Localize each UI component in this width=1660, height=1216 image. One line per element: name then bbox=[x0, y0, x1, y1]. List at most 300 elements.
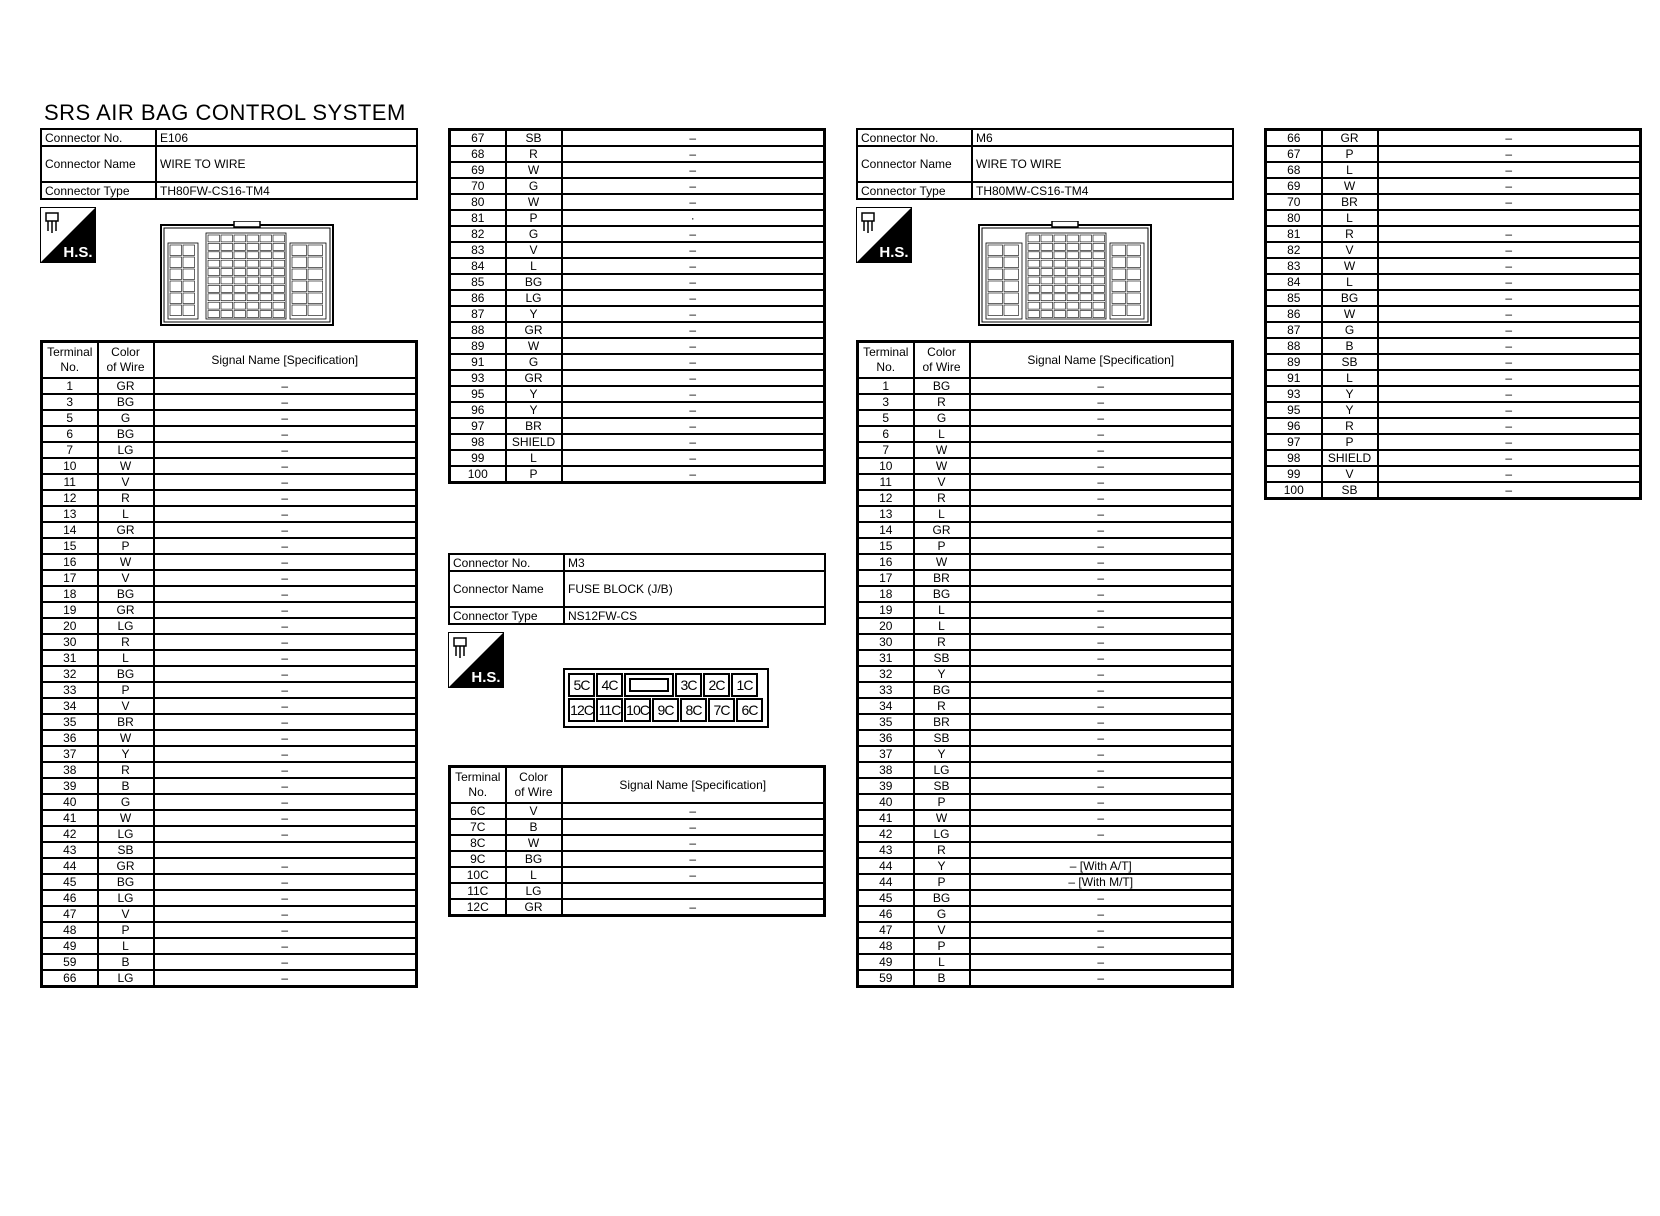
connector-face-e106 bbox=[160, 221, 334, 327]
table-row bbox=[1266, 386, 1641, 402]
signal-cell: – bbox=[154, 938, 417, 954]
terminal-cell: 33 bbox=[42, 682, 98, 698]
terminal-pin bbox=[1127, 293, 1141, 304]
terminal-pin bbox=[308, 293, 323, 304]
color-cell: SHIELD bbox=[1322, 450, 1378, 466]
terminal-cell: 46 bbox=[42, 890, 98, 906]
color-cell: W bbox=[1322, 178, 1378, 194]
cavity: 1C bbox=[731, 673, 758, 697]
table-row bbox=[42, 618, 417, 634]
signal-cell: – bbox=[154, 586, 417, 602]
table-row bbox=[450, 178, 825, 194]
terminal-cell: 5 bbox=[42, 410, 98, 426]
color-cell: L bbox=[1322, 274, 1378, 290]
terminal-pin bbox=[1004, 293, 1019, 304]
color-cell: V bbox=[98, 906, 154, 922]
hs-label: H.S. bbox=[879, 244, 909, 261]
signal-cell: – bbox=[562, 146, 825, 162]
terminal-cell: 14 bbox=[42, 522, 98, 538]
color-cell: W bbox=[914, 442, 970, 458]
color-cell: V bbox=[98, 474, 154, 490]
table-row bbox=[42, 906, 417, 922]
terminal-pin bbox=[308, 257, 323, 268]
table-row bbox=[858, 586, 1233, 602]
terminal-pin bbox=[1054, 285, 1066, 292]
color-cell: BR bbox=[506, 418, 562, 434]
terminal-cell: 31 bbox=[42, 650, 98, 666]
table-row bbox=[42, 858, 417, 874]
table-row bbox=[450, 835, 825, 851]
table-row bbox=[1266, 162, 1641, 178]
table-row bbox=[858, 746, 1233, 762]
terminal-pin bbox=[308, 269, 323, 280]
cavity: 8C bbox=[680, 698, 707, 722]
terminal-cell: 5 bbox=[858, 410, 914, 426]
signal-cell: – bbox=[970, 682, 1233, 698]
signal-cell: – bbox=[970, 730, 1233, 746]
color-cell: BG bbox=[914, 378, 970, 394]
color-cell: R bbox=[98, 634, 154, 650]
color-cell: SHIELD bbox=[506, 434, 562, 450]
color-cell: L bbox=[914, 506, 970, 522]
connector-type-value: TH80FW-CS16-TM4 bbox=[156, 182, 417, 199]
color-cell: P bbox=[98, 538, 154, 554]
table-row bbox=[450, 210, 825, 226]
terminal-cell: 93 bbox=[450, 370, 506, 386]
terminal-pin bbox=[1080, 260, 1092, 267]
table-row bbox=[1266, 258, 1641, 274]
terminal-cell: 99 bbox=[1266, 466, 1322, 482]
signal-cell: – bbox=[154, 714, 417, 730]
terminal-pin bbox=[1054, 243, 1066, 250]
signal-cell: · bbox=[562, 210, 825, 226]
table-row bbox=[42, 714, 417, 730]
table-row bbox=[858, 730, 1233, 746]
table-row bbox=[858, 778, 1233, 794]
terminal-cell: 39 bbox=[858, 778, 914, 794]
table-row bbox=[42, 970, 417, 987]
signal-cell: – bbox=[154, 538, 417, 554]
connector-face-m6 bbox=[978, 221, 1152, 327]
terminal-pin bbox=[170, 269, 182, 280]
table-row bbox=[858, 666, 1233, 682]
label-connector-no: Connector No. bbox=[449, 554, 564, 571]
terminal-cell: 96 bbox=[1266, 418, 1322, 434]
terminal-cell: 13 bbox=[42, 506, 98, 522]
terminal-pin bbox=[1067, 243, 1079, 250]
terminal-cell: 59 bbox=[42, 954, 98, 970]
terminal-pin bbox=[234, 277, 246, 284]
terminal-cell: 20 bbox=[858, 618, 914, 634]
signal-cell: – bbox=[154, 570, 417, 586]
signal-cell: – bbox=[154, 778, 417, 794]
color-cell: R bbox=[914, 490, 970, 506]
terminal-pin bbox=[988, 293, 1003, 304]
color-cell: G bbox=[98, 410, 154, 426]
color-cell: W bbox=[98, 554, 154, 570]
terminal-cell: 18 bbox=[858, 586, 914, 602]
signal-cell: – bbox=[154, 618, 417, 634]
color-cell: SB bbox=[98, 842, 154, 858]
col-terminal: Terminal No. bbox=[42, 342, 98, 379]
table-row bbox=[1266, 290, 1641, 306]
color-cell: B bbox=[506, 819, 562, 835]
terminal-cell: 100 bbox=[1266, 482, 1322, 499]
cavity: 12C bbox=[568, 698, 595, 722]
table-row bbox=[858, 810, 1233, 826]
table-row bbox=[858, 922, 1233, 938]
terminal-cell: 32 bbox=[42, 666, 98, 682]
color-cell: L bbox=[506, 258, 562, 274]
table-row bbox=[858, 602, 1233, 618]
terminal-cell: 89 bbox=[450, 338, 506, 354]
terminal-pin bbox=[260, 277, 272, 284]
signal-cell: – bbox=[970, 410, 1233, 426]
signal-cell: – bbox=[154, 698, 417, 714]
terminal-pin bbox=[1080, 235, 1092, 242]
color-cell: GR bbox=[506, 899, 562, 916]
table-row bbox=[1266, 482, 1641, 499]
col-terminal: Terminal No. bbox=[858, 342, 914, 379]
table-row bbox=[42, 826, 417, 842]
terminal-pin bbox=[1127, 245, 1141, 256]
hs-label: H.S. bbox=[63, 244, 93, 261]
terminal-pin bbox=[208, 311, 220, 318]
terminal-pin bbox=[1028, 285, 1040, 292]
signal-cell: – bbox=[562, 835, 825, 851]
label-connector-name: Connector Name bbox=[449, 571, 564, 607]
color-cell: L bbox=[506, 450, 562, 466]
terminal-pin bbox=[1028, 302, 1040, 309]
cavity-slot bbox=[629, 678, 669, 692]
terminal-cell: 98 bbox=[450, 434, 506, 450]
terminal-pin bbox=[1093, 235, 1105, 242]
table-row bbox=[1266, 450, 1641, 466]
terminal-cell: 44 bbox=[42, 858, 98, 874]
table-row bbox=[42, 762, 417, 778]
table-row bbox=[42, 586, 417, 602]
table-row bbox=[1266, 402, 1641, 418]
terminal-pin bbox=[1067, 302, 1079, 309]
terminal-pin bbox=[273, 252, 285, 259]
table-row bbox=[42, 394, 417, 410]
color-cell: R bbox=[98, 762, 154, 778]
color-cell: W bbox=[914, 458, 970, 474]
terminal-cell: 33 bbox=[858, 682, 914, 698]
color-cell: BG bbox=[506, 274, 562, 290]
terminal-pin bbox=[234, 235, 246, 242]
signal-cell: – bbox=[562, 258, 825, 274]
signal-cell: – bbox=[970, 394, 1233, 410]
terminal-cell: 14 bbox=[858, 522, 914, 538]
terminal-pin bbox=[247, 269, 259, 276]
terminal-cell: 30 bbox=[42, 634, 98, 650]
terminal-cell: 97 bbox=[1266, 434, 1322, 450]
table-row bbox=[858, 426, 1233, 442]
terminal-pin bbox=[1093, 252, 1105, 259]
terminal-pin bbox=[208, 277, 220, 284]
table-row bbox=[450, 418, 825, 434]
color-cell: P bbox=[506, 210, 562, 226]
signal-cell: – bbox=[970, 650, 1233, 666]
terminal-cell: 3 bbox=[42, 394, 98, 410]
terminal-pin bbox=[1041, 277, 1053, 284]
signal-cell: – bbox=[1378, 466, 1641, 482]
col-signal: Signal Name [Specification] bbox=[154, 342, 417, 379]
color-cell: G bbox=[506, 226, 562, 242]
terminal-pin bbox=[1028, 311, 1040, 318]
table-row bbox=[450, 274, 825, 290]
signal-cell: – bbox=[154, 490, 417, 506]
label-connector-type: Connector Type bbox=[449, 607, 564, 624]
connector-no-value: E106 bbox=[156, 129, 417, 146]
color-cell: P bbox=[914, 874, 970, 890]
color-cell: G bbox=[914, 410, 970, 426]
color-cell: R bbox=[914, 634, 970, 650]
table-row bbox=[1266, 322, 1641, 338]
terminal-pin bbox=[1067, 285, 1079, 292]
terminal-table-m3 bbox=[448, 765, 826, 917]
table-row bbox=[42, 778, 417, 794]
signal-cell: – bbox=[970, 490, 1233, 506]
terminal-cell: 17 bbox=[42, 570, 98, 586]
table-row bbox=[450, 883, 825, 899]
signal-cell: – bbox=[154, 554, 417, 570]
color-cell: GR bbox=[506, 370, 562, 386]
color-cell: LG bbox=[914, 762, 970, 778]
signal-cell: – bbox=[970, 714, 1233, 730]
cavity: 4C bbox=[596, 673, 623, 697]
color-cell: V bbox=[98, 698, 154, 714]
terminal-pin bbox=[260, 235, 272, 242]
table-row bbox=[42, 794, 417, 810]
signal-cell: – bbox=[154, 746, 417, 762]
signal-cell: – bbox=[154, 522, 417, 538]
terminal-cell: 85 bbox=[450, 274, 506, 290]
terminal-cell: 70 bbox=[450, 178, 506, 194]
signal-cell: – [With M/T] bbox=[970, 874, 1233, 890]
signal-cell: – bbox=[1378, 386, 1641, 402]
terminal-pin bbox=[1028, 252, 1040, 259]
terminal-pin bbox=[247, 302, 259, 309]
signal-cell: – bbox=[154, 874, 417, 890]
terminal-pin bbox=[247, 260, 259, 267]
terminal-pin bbox=[247, 294, 259, 301]
color-cell: V bbox=[914, 474, 970, 490]
color-cell: P bbox=[1322, 146, 1378, 162]
terminal-pin bbox=[1054, 311, 1066, 318]
terminal-cell: 6 bbox=[858, 426, 914, 442]
table-row bbox=[1266, 242, 1641, 258]
terminal-cell: 6C bbox=[450, 803, 506, 819]
terminal-pin bbox=[260, 252, 272, 259]
terminal-cell: 81 bbox=[450, 210, 506, 226]
signal-cell: – bbox=[1378, 162, 1641, 178]
terminal-cell: 67 bbox=[450, 130, 506, 147]
connector-header-m6 bbox=[856, 128, 1234, 200]
table-row bbox=[42, 874, 417, 890]
terminal-pin bbox=[170, 281, 182, 292]
table-row bbox=[450, 434, 825, 450]
table-row bbox=[450, 194, 825, 210]
signal-cell: – bbox=[1378, 274, 1641, 290]
color-cell: GR bbox=[506, 322, 562, 338]
table-row bbox=[858, 442, 1233, 458]
terminal-cell: 12 bbox=[858, 490, 914, 506]
table-row bbox=[858, 618, 1233, 634]
terminal-cell: 68 bbox=[450, 146, 506, 162]
signal-cell bbox=[562, 883, 825, 899]
signal-cell: – bbox=[970, 922, 1233, 938]
table-row bbox=[1266, 146, 1641, 162]
cavity: 7C bbox=[708, 698, 735, 722]
terminal-cell: 48 bbox=[858, 938, 914, 954]
terminal-pin bbox=[1067, 260, 1079, 267]
terminal-pin bbox=[208, 260, 220, 267]
color-cell: BG bbox=[1322, 290, 1378, 306]
terminal-pin bbox=[1067, 252, 1079, 259]
connector-header-m3 bbox=[448, 553, 826, 625]
color-cell: LG bbox=[506, 290, 562, 306]
signal-cell: – bbox=[562, 386, 825, 402]
terminal-pin bbox=[260, 302, 272, 309]
color-cell: W bbox=[1322, 258, 1378, 274]
signal-cell: – bbox=[154, 426, 417, 442]
terminal-table-e106-cont bbox=[448, 128, 826, 484]
signal-cell bbox=[1378, 210, 1641, 226]
connector-type-value: NS12FW-CS bbox=[564, 607, 825, 624]
signal-cell: – bbox=[970, 826, 1233, 842]
terminal-pin bbox=[183, 305, 195, 316]
color-cell: P bbox=[914, 938, 970, 954]
terminal-pin bbox=[1054, 277, 1066, 284]
terminal-pin bbox=[247, 235, 259, 242]
connector-header-e106 bbox=[40, 128, 418, 200]
terminal-cell: 91 bbox=[1266, 370, 1322, 386]
terminal-cell: 100 bbox=[450, 466, 506, 483]
terminal-pin bbox=[234, 252, 246, 259]
harness-side-icon bbox=[40, 207, 96, 263]
terminal-pin bbox=[1080, 277, 1092, 284]
table-row bbox=[42, 490, 417, 506]
terminal-cell: 96 bbox=[450, 402, 506, 418]
table-row bbox=[450, 306, 825, 322]
terminal-pin bbox=[988, 257, 1003, 268]
table-row bbox=[858, 474, 1233, 490]
table-row bbox=[450, 226, 825, 242]
terminal-cell: 15 bbox=[42, 538, 98, 554]
signal-cell: – bbox=[970, 890, 1233, 906]
terminal-cell: 45 bbox=[858, 890, 914, 906]
table-row bbox=[1266, 194, 1641, 210]
color-cell: BR bbox=[1322, 194, 1378, 210]
signal-cell bbox=[154, 842, 417, 858]
terminal-pin bbox=[1054, 269, 1066, 276]
signal-cell: – bbox=[970, 778, 1233, 794]
signal-cell: – bbox=[562, 402, 825, 418]
terminal-cell: 35 bbox=[42, 714, 98, 730]
signal-cell: – [With A/T] bbox=[970, 858, 1233, 874]
color-cell: LG bbox=[98, 826, 154, 842]
terminal-pin bbox=[1093, 260, 1105, 267]
color-cell: Y bbox=[914, 746, 970, 762]
terminal-pin bbox=[260, 311, 272, 318]
table-row bbox=[858, 938, 1233, 954]
color-cell: BG bbox=[914, 586, 970, 602]
terminal-pin bbox=[221, 311, 233, 318]
terminal-cell: 83 bbox=[450, 242, 506, 258]
signal-cell: – bbox=[154, 922, 417, 938]
signal-cell: – bbox=[154, 906, 417, 922]
signal-cell: – bbox=[154, 794, 417, 810]
signal-cell: – bbox=[970, 698, 1233, 714]
signal-cell: – bbox=[970, 586, 1233, 602]
signal-cell: – bbox=[970, 570, 1233, 586]
signal-cell: – bbox=[154, 826, 417, 842]
cavity: 3C bbox=[675, 673, 702, 697]
table-row bbox=[1266, 466, 1641, 482]
terminal-pin bbox=[1054, 235, 1066, 242]
terminal-pin bbox=[183, 293, 195, 304]
terminal-cell: 66 bbox=[42, 970, 98, 987]
terminal-pin bbox=[247, 243, 259, 250]
color-cell: V bbox=[1322, 466, 1378, 482]
col-signal: Signal Name [Specification] bbox=[562, 767, 825, 804]
terminal-pin bbox=[260, 243, 272, 250]
col-color: Color of Wire bbox=[914, 342, 970, 379]
terminal-pin bbox=[170, 245, 182, 256]
terminal-cell: 11C bbox=[450, 883, 506, 899]
terminal-pin bbox=[1004, 305, 1019, 316]
color-cell: BG bbox=[914, 682, 970, 698]
cavity: 6C bbox=[736, 698, 763, 722]
table-row bbox=[858, 522, 1233, 538]
signal-cell: – bbox=[154, 506, 417, 522]
terminal-cell: 8C bbox=[450, 835, 506, 851]
terminal-pin bbox=[183, 281, 195, 292]
signal-cell: – bbox=[1378, 450, 1641, 466]
terminal-cell: 37 bbox=[858, 746, 914, 762]
terminal-pin bbox=[1093, 294, 1105, 301]
terminal-pin bbox=[208, 269, 220, 276]
terminal-cell: 47 bbox=[858, 922, 914, 938]
terminal-pin bbox=[1080, 252, 1092, 259]
table-row bbox=[858, 554, 1233, 570]
table-row bbox=[450, 402, 825, 418]
terminal-cell: 30 bbox=[858, 634, 914, 650]
signal-cell: – bbox=[1378, 370, 1641, 386]
color-cell: W bbox=[98, 810, 154, 826]
terminal-cell: 32 bbox=[858, 666, 914, 682]
color-cell: BG bbox=[98, 586, 154, 602]
color-cell: BG bbox=[98, 394, 154, 410]
table-row bbox=[42, 842, 417, 858]
signal-cell: – bbox=[970, 762, 1233, 778]
terminal-cell: 45 bbox=[42, 874, 98, 890]
terminal-pin bbox=[292, 257, 307, 268]
terminal-pin bbox=[1093, 302, 1105, 309]
table-row bbox=[42, 426, 417, 442]
signal-cell: – bbox=[1378, 354, 1641, 370]
terminal-pin bbox=[1127, 305, 1141, 316]
signal-cell: – bbox=[1378, 434, 1641, 450]
signal-cell: – bbox=[562, 306, 825, 322]
terminal-pin bbox=[1093, 285, 1105, 292]
terminal-cell: 16 bbox=[42, 554, 98, 570]
signal-cell: – bbox=[562, 178, 825, 194]
terminal-cell: 39 bbox=[42, 778, 98, 794]
signal-cell: – bbox=[562, 194, 825, 210]
